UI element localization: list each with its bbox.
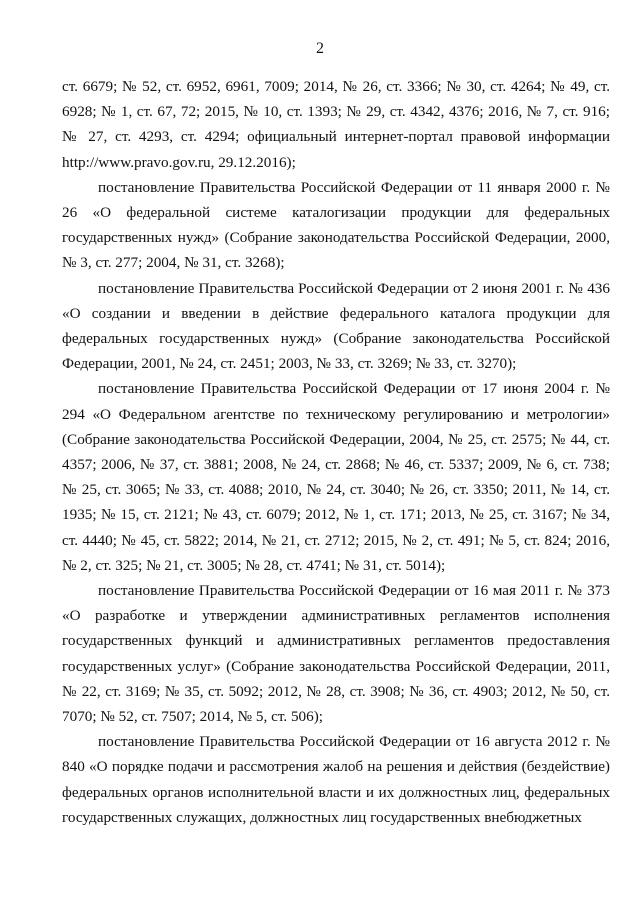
- paragraph: постановление Правительства Российской Федерации от 16 мая 2011 г. № 373 «О разработке и утверждении административных регламентов исполнения государственных функций и административных регламентов предоставления государственных услуг» (Собрание законодательства Российской Федерации, 2011, № 22, ст. 3169; № 35, ст. 5092; 2012, № 28, ст. 3908; № 36, ст. 4903; 2012, № 50, ст. 7070; № 52, ст. 7507; 2014, № 5, ст. 506);: [62, 582, 610, 726]
- page-number: 2: [316, 40, 324, 57]
- document-body: [62, 74, 610, 830]
- paragraph: постановление Правительства Российской Федерации от 2 июня 2001 г. № 436 «О создании и введении в действие федерального каталога продукции для федеральных государственных нужд» (Собрание законодательства Российской Федерации, 2001, № 24, ст. 2451; 2003, № 33, ст. 3269; № 33, ст. 3270);: [62, 279, 610, 373]
- paragraph: постановление Правительства Российской Федерации от 17 июня 2004 г. № 294 «О Федеральном агентстве по техническому регулированию и метрологии» (Собрание законодательства Российской Федерации, 2004, № 25, ст. 2575; № 44, ст. 4357; 2006, № 37, ст. 3881; 2008, № 24, ст. 2868; № 46, ст. 5337; 2009, № 6, ст. 738; № 25, ст. 3065; № 33, ст. 4088; 2010, № 24, ст. 3040; № 26, ст. 3350; 2011, № 14, ст. 1935; № 15, ст. 2121; № 43, ст. 6079; 2012, № 1, ст. 171; 2013, № 25, ст. 3167; № 34, ст. 4440; № 45, ст. 5822; 2014, № 21, ст. 2712; 2015, № 2, ст. 491; № 5, ст. 824; 2016, № 2, ст. 325; № 21, ст. 3005; № 28, ст. 4741; № 31, ст. 5014);: [62, 380, 610, 574]
- paragraph: постановление Правительства Российской Федерации от 11 января 2000 г. № 26 «О федеральной системе каталогизации продукции для федеральных государственных нужд» (Собрание законодательства Российской Федерации, 2000, № 3, ст. 277; 2004, № 31, ст. 3268);: [62, 178, 610, 272]
- paragraph: постановление Правительства Российской Федерации от 16 августа 2012 г. № 840 «О порядке подачи и рассмотрения жалоб на решения и действия (бездействие) федеральных органов исполнительной власти и их должностных лиц, федеральных государственных служащих, должностных лиц государственных внебюджетных: [62, 733, 610, 826]
- paragraph: ст. 6679; № 52, ст. 6952, 6961, 7009; 2014, № 26, ст. 3366; № 30, ст. 4264; № 49, ст. 6928; № 1, ст. 67, 72; 2015, № 10, ст. 1393; № 29, ст. 4342, 4376; 2016, № 7, ст. 916; № 27, ст. 4293, ст. 4294; официальный интернет-портал правовой информации http://www.pravo.gov.ru, 29.12.2016);: [62, 78, 610, 171]
